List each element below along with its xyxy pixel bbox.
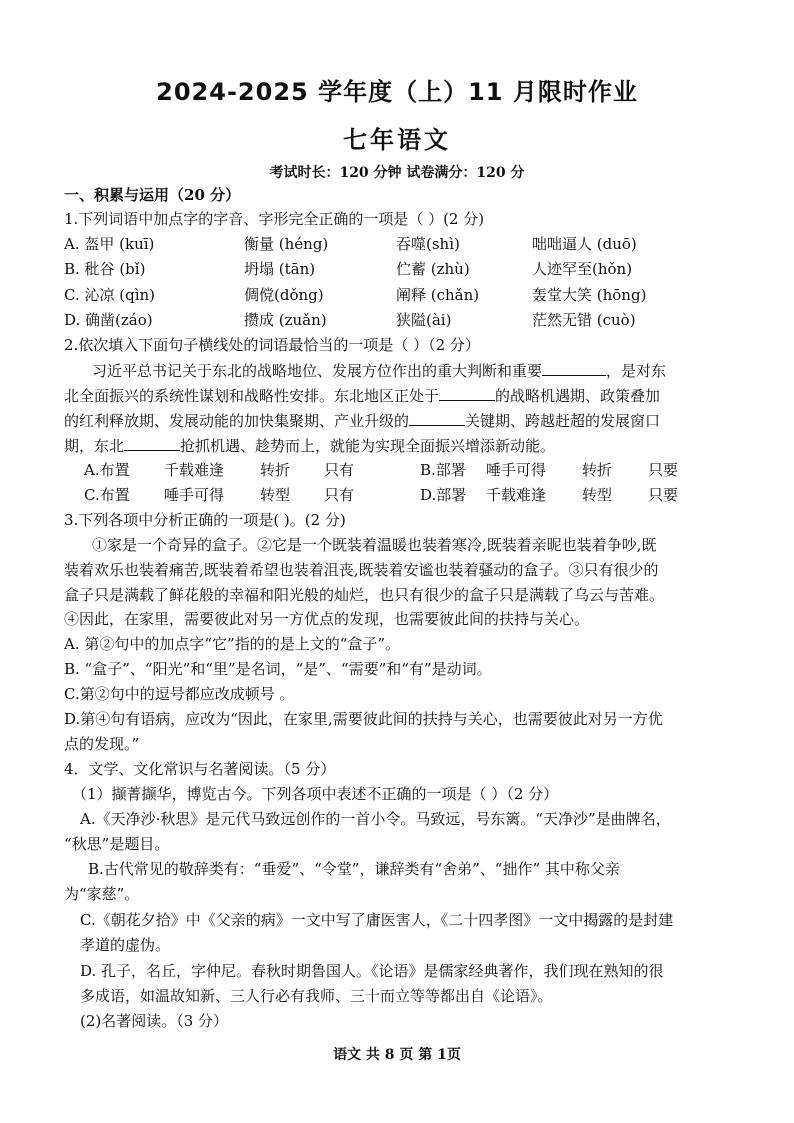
q2-option-b-2: 唾手可得 <box>486 461 547 479</box>
q4-option-a-cont: “秋思”是题目。 <box>64 835 170 853</box>
q1-option-c-2: 倜傥(dǒng) <box>244 286 324 304</box>
q3-option-b: B. “盒子”、“阳光”和“里”是名词，“是”、“需要”和“有”是动词。 <box>64 660 492 678</box>
q4-option-d: D. 孔子，名丘，字仲尼。春秋时期鲁国人。《论语》是儒家经典著作，我们现在熟知的很 <box>80 962 664 980</box>
q2-option-d-1: D.部署 <box>420 486 467 504</box>
q3-stem: 3.下列各项中分析正确的一项是( )。(2 分) <box>64 511 346 529</box>
q2-option-c-2: 唾手可得 <box>164 486 225 504</box>
q2-option-c-3: 转型 <box>260 486 291 504</box>
q2-passage-text: 抢抓机遇、趁势而上，就能为实现全面振兴增添新动能。 <box>180 437 556 455</box>
q1-option-d-4: 茫然无错 (cuò) <box>532 311 636 329</box>
q2-option-a-2: 千载难逢 <box>164 461 225 479</box>
q2-passage-text: ，是对东 <box>606 362 667 380</box>
q2-blank-4 <box>124 434 180 451</box>
q2-passage-text: 期，东北 <box>64 437 125 455</box>
q4-option-b-cont: 为“家慈”。 <box>64 885 140 903</box>
q1-option-a-3: 吞噬(shì) <box>396 235 460 253</box>
q1-option-d-1: D. 确凿(záo) <box>64 311 153 329</box>
q2-blank-3 <box>409 409 465 426</box>
q2-option-c-4: 只有 <box>324 486 355 504</box>
q2-option-b-3: 转折 <box>582 461 613 479</box>
q1-option-c-4: 轰堂大笑 (hōng) <box>532 286 647 304</box>
q3-passage-line-2: 装着欢乐也装着痛苦,既装着希望也装着沮丧,既装着安谧也装着骚动的盒子。③只有很少的 <box>64 561 659 579</box>
q4-option-c-cont: 孝道的虚伪。 <box>80 936 171 954</box>
q2-passage-text: 北全面振兴的系统性谋划和战略性安排。东北地区正处于 <box>64 387 440 405</box>
q1-option-b-3: 伫蓄 (zhù) <box>396 260 470 278</box>
q2-option-c-1: C.布置 <box>84 486 130 504</box>
q1-option-d-2: 攒成 (zuǎn) <box>244 311 327 329</box>
q4-stem: 4．文学、文化常识与名著阅读。（5 分） <box>64 760 336 778</box>
q2-passage-text: 习近平总书记关于东北的战略地位、发展方位作出的重大判断和重要 <box>92 362 543 380</box>
q2-passage-line <box>92 359 666 382</box>
q2-option-a-4: 只有 <box>324 461 355 479</box>
exam-meta: 考试时长：120 分钟 试卷满分：120 分 <box>269 165 525 181</box>
q4-option-b: B.古代常见的敬辞类有：“垂爱”、“令堂”，谦辞类有“舍弟”、“拙作” 其中称父亲 <box>88 860 620 878</box>
q1-option-a-4: 咄咄逼人 (duō) <box>532 235 637 253</box>
q1-stem: 1.下列词语中加点字的字音、字形完全正确的一项是（ ）(2 分) <box>64 210 485 228</box>
q3-option-d: D.第④句有语病，应改为“因此，在家里,需要彼此间的扶持与关心，也需要彼此对另一方优 <box>64 710 663 728</box>
q2-passage-line <box>64 384 660 407</box>
q1-option-a-2: 衡量 (héng) <box>244 235 329 253</box>
q3-passage-line-3: 盒子只是满载了鲜花般的幸福和阳光般的灿烂，也只有很少的盒子只是满载了乌云与苦难。 <box>64 586 665 604</box>
q2-stem: 2.依次填入下面句子横线处的词语最恰当的一项是（ ）（2 分） <box>64 336 480 354</box>
q2-passage-line <box>64 434 555 457</box>
q2-blank-2 <box>439 384 495 401</box>
q3-passage-line-1: ①家是一个奇异的盒子。②它是一个既装着温暖也装着寒冷,既装着亲昵也装着争吵,既 <box>92 536 657 554</box>
q2-option-b-4: 只要 <box>648 461 679 479</box>
q1-option-c-3: 阐释 (chǎn) <box>396 286 480 304</box>
q2-option-d-4: 只要 <box>648 486 679 504</box>
q1-option-b-4: 人迹罕至(hǒn) <box>532 260 633 278</box>
exam-subject: 七年语文 <box>343 126 451 154</box>
q1-option-b-2: 坍塌 (tān) <box>244 260 316 278</box>
q2-option-d-3: 转型 <box>582 486 613 504</box>
q1-option-d-3: 狭隘(ài) <box>396 311 452 329</box>
q2-option-b-1: B.部署 <box>420 461 466 479</box>
q3-option-a: A. 第②句中的加点字“它”指的的是上文的“盒子”。 <box>64 635 401 653</box>
q2-option-a-1: A.布置 <box>84 461 130 479</box>
page-footer: 语文 共 8 页 第 1页 <box>333 1047 461 1063</box>
q2-blank-1 <box>542 359 606 376</box>
exam-title: 2024-2025 学年度（上）11 月限时作业 <box>156 78 638 106</box>
q2-passage-text: 的战略机遇期、政策叠加 <box>495 387 661 405</box>
q1-option-c-1: C. 沁凉 (qìn) <box>64 286 156 304</box>
q2-passage-line <box>64 409 660 432</box>
q4-option-a: A.《天净沙·秋思》是元代马致远创作的一首小令。马致远，号东篱。“天净沙”是曲牌名， <box>80 810 671 828</box>
q3-option-d-cont: 点的发现。” <box>64 735 140 753</box>
q3-passage-line-4: ④因此，在家里，需要彼此对另一方优点的发现，也需要彼此间的扶持与关心。 <box>64 610 590 628</box>
q4-sub1: （1）撷菁撷华，博览古今。下列各项中表述不正确的一项是（ ）（2 分） <box>72 785 559 803</box>
q1-option-b-1: B. 秕谷 (bǐ) <box>64 260 146 278</box>
q2-passage-text: 的红利释放期、发展动能的加快集聚期、产业升级的 <box>64 412 410 430</box>
q2-option-d-2: 千载难逢 <box>486 486 547 504</box>
q4-sub2: (2)名著阅读。（3 分） <box>80 1012 229 1030</box>
q4-option-d-cont: 多成语，如温故知新、三人行必有我师、三十而立等等都出自《论语》。 <box>80 987 553 1005</box>
q2-option-a-3: 转折 <box>260 461 291 479</box>
q1-option-a-1: A. 盔甲 (kuī) <box>64 235 155 253</box>
q2-passage-text: 关键期、跨越赶超的发展窗口 <box>465 412 661 430</box>
q3-option-c: C.第②句中的逗号都应改成顿号 。 <box>64 685 295 703</box>
section-heading: 一、积累与运用（20 分） <box>64 186 241 204</box>
q4-option-c: C.《朝花夕拾》中《父亲的病》一文中写了庸医害人，《二十四孝图》一文中揭露的是封建 <box>80 911 674 929</box>
